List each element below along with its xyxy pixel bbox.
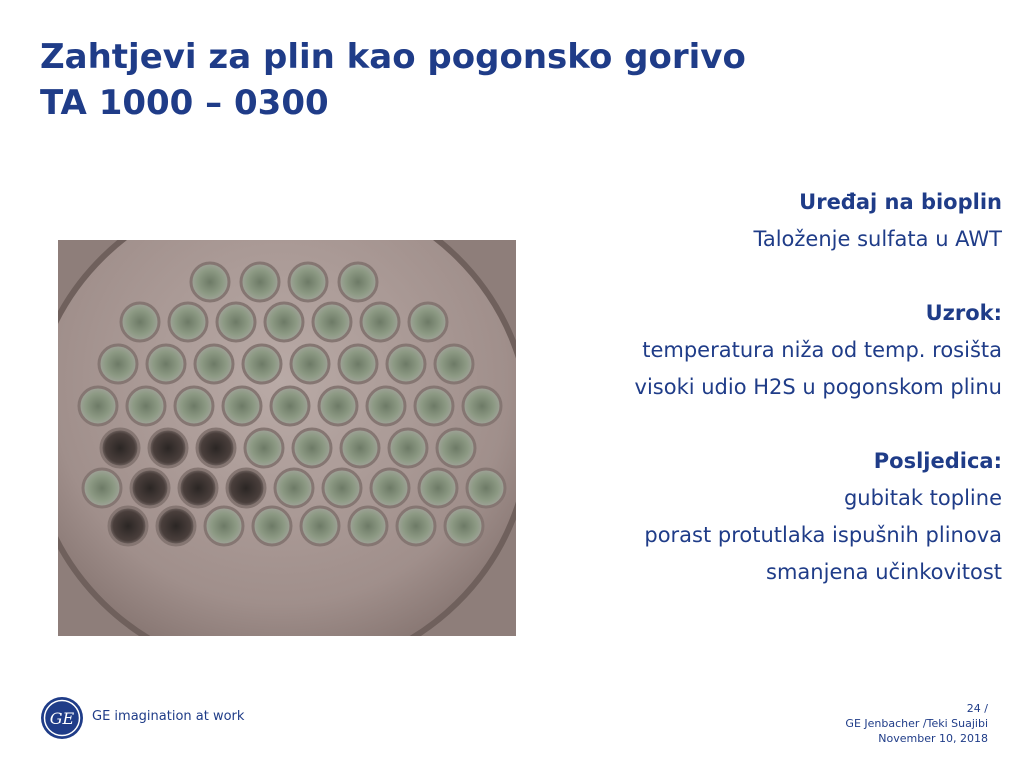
tube-hole — [397, 507, 435, 545]
tube-hole — [289, 263, 327, 301]
tube-hole — [99, 345, 137, 383]
tube-hole — [293, 429, 331, 467]
tube-hole — [195, 345, 233, 383]
tube-hole — [101, 429, 139, 467]
tube-hole — [149, 429, 187, 467]
page-number: 24 / — [966, 702, 988, 715]
slide-title — [40, 34, 746, 126]
tube-hole — [121, 303, 159, 341]
ge-logo-icon — [40, 696, 84, 740]
tube-hole — [169, 303, 207, 341]
tube-hole — [415, 387, 453, 425]
tube-hole — [245, 429, 283, 467]
tube-hole — [301, 507, 339, 545]
tube-hole — [241, 263, 279, 301]
tube-hole — [83, 469, 121, 507]
tube-sheet-photo — [58, 240, 516, 636]
title-line-2: TA 1000 – 0300 — [40, 83, 329, 123]
tube-hole — [79, 387, 117, 425]
footer-info — [845, 701, 988, 746]
tube-hole — [131, 469, 169, 507]
tube-hole — [127, 387, 165, 425]
section-heading-cause: Uzrok: — [925, 301, 1002, 325]
tube-hole — [109, 507, 147, 545]
consequence-text-3: smanjena učinkovitost — [766, 560, 1002, 584]
tube-hole — [339, 345, 377, 383]
tube-hole — [223, 387, 261, 425]
tube-hole — [157, 507, 195, 545]
tube-hole — [367, 387, 405, 425]
tube-hole — [191, 263, 229, 301]
cause-text-1: temperatura niža od temp. rosišta — [642, 338, 1002, 362]
tube-hole — [419, 469, 457, 507]
consequence-text-2: porast protutlaka ispušnih plinova — [644, 523, 1002, 547]
tube-hole — [435, 345, 473, 383]
tube-hole — [409, 303, 447, 341]
section-heading-consequence: Posljedica: — [873, 449, 1002, 473]
tube-hole — [179, 469, 217, 507]
tube-hole — [349, 507, 387, 545]
tube-hole — [389, 429, 427, 467]
tube-hole — [371, 469, 409, 507]
tube-hole — [227, 469, 265, 507]
tube-hole — [387, 345, 425, 383]
tube-hole — [205, 507, 243, 545]
tube-hole — [265, 303, 303, 341]
tube-hole — [319, 387, 357, 425]
tube-hole — [243, 345, 281, 383]
tube-hole — [197, 429, 235, 467]
tube-hole — [339, 263, 377, 301]
ge-tagline: GE imagination at work — [92, 709, 245, 724]
content-text — [482, 184, 1002, 591]
tube-hole — [437, 429, 475, 467]
tube-hole — [275, 469, 313, 507]
tube-hole — [175, 387, 213, 425]
title-line-1: Zahtjevi za plin kao pogonsko gorivo — [40, 37, 746, 77]
tube-hole — [291, 345, 329, 383]
device-text: Taloženje sulfata u AWT — [753, 227, 1002, 251]
tube-hole — [445, 507, 483, 545]
tube-hole — [253, 507, 291, 545]
tube-hole — [313, 303, 351, 341]
tube-sheet-image — [58, 240, 516, 636]
cause-text-2: visoki udio H2S u pogonskom plinu — [634, 375, 1002, 399]
section-heading-device: Uređaj na bioplin — [799, 190, 1002, 214]
ge-logo-text: GE — [49, 709, 75, 728]
consequence-text-1: gubitak topline — [843, 486, 1002, 510]
tube-hole — [217, 303, 255, 341]
tube-hole — [147, 345, 185, 383]
tube-hole — [323, 469, 361, 507]
tube-hole — [341, 429, 379, 467]
footer-author: GE Jenbacher /Teki Suajibi — [845, 717, 988, 730]
tube-hole — [361, 303, 399, 341]
footer-date: November 10, 2018 — [878, 732, 988, 745]
tube-hole — [271, 387, 309, 425]
